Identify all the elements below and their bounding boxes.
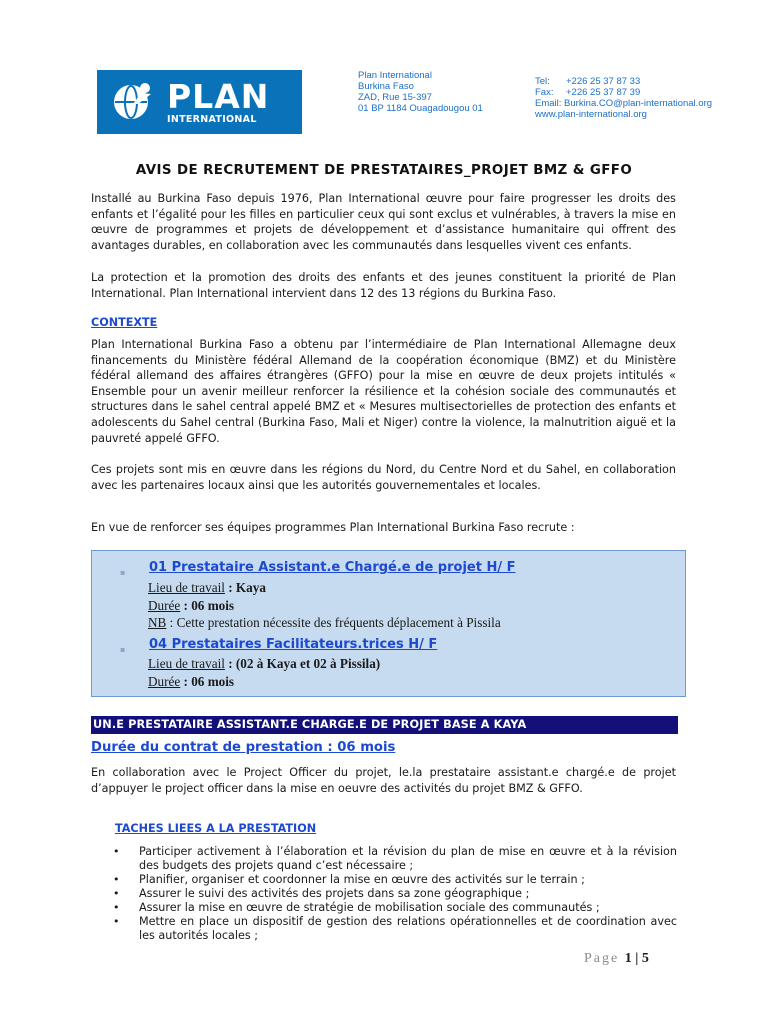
address-line: 01 BP 1184 Ouagadougou 01 bbox=[358, 103, 483, 114]
phone-label: Tel: bbox=[535, 76, 550, 87]
list-item bbox=[111, 901, 677, 915]
note-value: : Cette prestation nécessite des fréquents déplacement à Pissila bbox=[166, 615, 501, 630]
email-link[interactable]: Email: Burkina.CO@plan-international.org bbox=[535, 98, 713, 109]
task-text: Assurer la mise en œuvre de stratégie de mobilisation sociale des communautés ; bbox=[139, 901, 600, 914]
context-paragraph-1: Plan International Burkina Faso a obtenu par l’intermédiaire de Plan International Allemagne deux financements du Ministère fédéral Allemand de la coopération économique (BMZ) et du Ministère fédéral allemand des affaires étrangères (GFFO) pour la mise en œuvre de deux projets intitulés « Ensemble pour un avenir meilleur renforcer la résilience et la cohésion sociale des communautés et structures dans le sahel central appelé BMZ et « Mesures multisectorielles de protection des enfants et adolescents du Sahel central (Burkina Faso, Mali et Niger) contre la violence, la malnutrition aiguë et la pauvreté appelé GFFO. bbox=[91, 338, 676, 445]
page-separator: | bbox=[631, 951, 642, 966]
duration-label: Durée bbox=[148, 674, 181, 689]
position-1-note bbox=[148, 615, 501, 631]
bullet-icon: ▪ bbox=[120, 568, 126, 577]
page-number bbox=[584, 951, 649, 967]
fax-label: Fax: bbox=[535, 87, 554, 98]
duration-label: Durée bbox=[148, 598, 181, 613]
list-item bbox=[111, 873, 677, 887]
position-1-duration bbox=[148, 598, 234, 614]
website-link[interactable]: www.plan-international.org bbox=[535, 109, 647, 120]
list-item bbox=[111, 915, 677, 943]
location-label: Lieu de travail bbox=[148, 656, 225, 671]
page-current: 1 bbox=[624, 951, 632, 966]
address-line: Plan International bbox=[358, 70, 432, 81]
child-globe-icon bbox=[107, 80, 159, 124]
phone-row bbox=[535, 76, 712, 87]
location-value: : (02 à Kaya et 02 à Pissila) bbox=[224, 656, 381, 671]
intro-paragraph-1: Installé au Burkina Faso depuis 1976, Plan International œuvre pour faire progresser les droits des enfants et l’égalité pour les filles en particulier ceux qui sont exclus et vulnérables, à travers la mise en œuvre de programmes et projets de développement et d’assistance humanitaire qui offrent des avantages durables, en collaboration avec les communautés dans lesquelles vivent ces enfants. bbox=[91, 192, 676, 252]
positions-box bbox=[91, 550, 686, 697]
duration-value: : 06 mois bbox=[180, 674, 235, 689]
logo-plan-text: PLAN bbox=[167, 76, 270, 116]
tasks-heading: TACHES LIEES A LA PRESTATION bbox=[115, 822, 317, 835]
page-label: Page bbox=[584, 951, 620, 966]
fax-row bbox=[535, 87, 712, 98]
intro-paragraph-2: La protection et la promotion des droits des enfants et des jeunes constituent la priorité de Plan International. Plan International intervient dans 12 des 13 régions du Burkina Faso. bbox=[91, 271, 676, 300]
task-text: Participer activement à l’élaboration et la révision du plan de mise en œuvre et à la révision des budgets des projets quand c’est nécessaire ; bbox=[139, 845, 677, 872]
list-item bbox=[111, 845, 677, 873]
position-1-title: 01 Prestataire Assistant.e Chargé.e de projet H/ F bbox=[149, 560, 516, 575]
section-paragraph: En collaboration avec le Project Officer du projet, le.la prestataire assistant.e chargé.e de projet d’appuyer le project officer dans la mise en oeuvre des activités du projet BMZ & GFFO. bbox=[91, 766, 676, 795]
phone-number: +226 25 37 87 33 bbox=[566, 76, 641, 87]
task-text: Planifier, organiser et coordonner la mise en œuvre des activités sur le terrain ; bbox=[139, 873, 585, 886]
position-2-title: 04 Prestataires Facilitateurs.trices H/ F bbox=[149, 637, 438, 652]
plan-logo bbox=[97, 70, 302, 134]
bullet-icon: • bbox=[113, 887, 120, 900]
position-2-location bbox=[148, 656, 380, 672]
bullet-icon: • bbox=[113, 901, 120, 914]
note-label: NB bbox=[148, 615, 167, 630]
tasks-list bbox=[111, 845, 677, 943]
bullet-icon: • bbox=[113, 915, 120, 928]
bullet-icon: ▪ bbox=[120, 645, 126, 654]
address-line: ZAD, Rue 15-397 bbox=[358, 92, 432, 103]
context-heading: CONTEXTE bbox=[91, 316, 158, 329]
bullet-icon: • bbox=[113, 845, 120, 858]
logo-wordmark bbox=[167, 76, 270, 125]
contract-duration: Durée du contrat de prestation : 06 mois bbox=[91, 740, 396, 755]
list-item bbox=[111, 887, 677, 901]
address-block bbox=[358, 70, 483, 114]
position-1-location bbox=[148, 580, 266, 596]
page-title: AVIS DE RECRUTEMENT DE PRESTATAIRES_PROJET BMZ & GFFO bbox=[135, 163, 633, 178]
fax-number: +226 25 37 87 39 bbox=[566, 87, 641, 98]
logo-international-text: INTERNATIONAL bbox=[167, 113, 257, 125]
context-paragraph-2: Ces projets sont mis en œuvre dans les régions du Nord, du Centre Nord et du Sahel, en collaboration avec les partenaires locaux ainsi que les autorités gouvernementales et locales. bbox=[91, 463, 676, 492]
duration-value: : 06 mois bbox=[180, 598, 235, 613]
contact-block bbox=[535, 76, 712, 120]
section-bar: UN.E PRESTATAIRE ASSISTANT.E CHARGE.E DE PROJET BASE A KAYA bbox=[91, 716, 678, 734]
position-2-duration bbox=[148, 674, 234, 690]
address-line: Burkina Faso bbox=[358, 81, 414, 92]
task-text: Mettre en place un dispositif de gestion des relations opérationnelles et de coordination avec les autorités locales ; bbox=[139, 915, 677, 942]
context-paragraph-3: En vue de renforcer ses équipes programmes Plan International Burkina Faso recrute : bbox=[91, 521, 575, 534]
location-value: : Kaya bbox=[224, 580, 266, 595]
task-text: Assurer le suivi des activités des projets dans sa zone géographique ; bbox=[139, 887, 530, 900]
page-total: 5 bbox=[641, 951, 649, 966]
location-label: Lieu de travail bbox=[148, 580, 225, 595]
bullet-icon: • bbox=[113, 873, 120, 886]
